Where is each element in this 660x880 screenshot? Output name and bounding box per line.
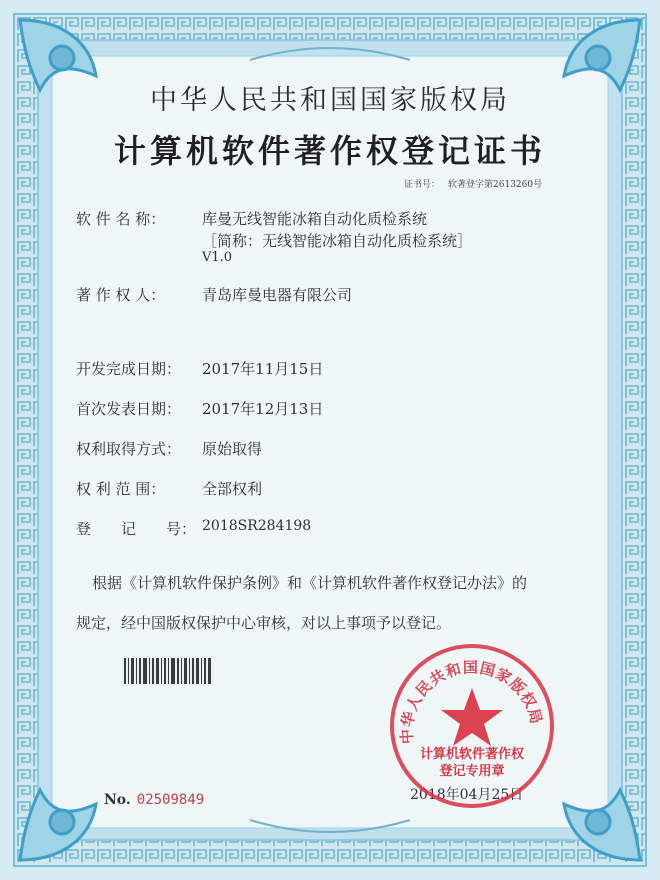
- seal-inner-text: [408, 746, 536, 780]
- certificate-number: [404, 177, 542, 190]
- registration-no-label: 登 记 号：: [76, 520, 197, 538]
- dev-completion-date-value: 2017年11月15日: [202, 360, 324, 378]
- statement-line-2: 规定，经中国版权保护中心审核，对以上事项予以登记。: [76, 614, 452, 632]
- acquisition-method-value: 原始取得: [202, 440, 263, 458]
- official-seal: [386, 640, 558, 812]
- issue-date: 2018年04月25日: [410, 787, 524, 803]
- acquisition-method-label: 权利取得方式：: [76, 440, 182, 458]
- barcode: [122, 656, 214, 686]
- statement-line-1: 根据《计算机软件保护条例》和《计算机软件著作权登记办法》的: [92, 574, 528, 592]
- rights-scope-value: 全部权利: [202, 480, 263, 498]
- first-publication-date-value: 2017年12月13日: [202, 400, 324, 418]
- seal-star-icon: [441, 688, 503, 746]
- serial-number-value: 02509849: [136, 792, 205, 808]
- software-version: V1.0: [202, 250, 233, 265]
- software-name-line-1: 库曼无线智能冰箱自动化质检系统: [202, 210, 428, 228]
- registration-no-value: 2018SR284198: [202, 518, 312, 534]
- certificate-number-label: 证书号：: [404, 180, 441, 190]
- dev-completion-date-label: 开发完成日期：: [76, 360, 182, 378]
- issuing-authority: 中华人民共和国国家版权局: [150, 85, 510, 116]
- serial-number: [104, 792, 204, 808]
- copyright-holder-value: 青岛库曼电器有限公司: [202, 286, 353, 304]
- seal-ring-text: 中华人民共和国国家版权局: [397, 658, 546, 745]
- rights-scope-label: 权 利 范 围：: [76, 480, 166, 498]
- copyright-holder-label: 著 作 权 人：: [76, 286, 166, 304]
- serial-number-label: No.: [104, 792, 131, 808]
- software-name-label: 软 件 名 称：: [76, 210, 166, 228]
- seal-inner-line-1: 计算机软件著作权: [419, 747, 524, 762]
- certificate-title: 计算机软件著作权登记证书: [113, 132, 546, 170]
- seal-inner-line-2: 登记专用章: [439, 764, 505, 779]
- software-name-line-2: ［简称：无线智能冰箱自动化质检系统］: [202, 232, 473, 250]
- first-publication-date-label: 首次发表日期：: [76, 400, 182, 418]
- certificate-number-value: 软著登字第2613260号: [448, 180, 543, 190]
